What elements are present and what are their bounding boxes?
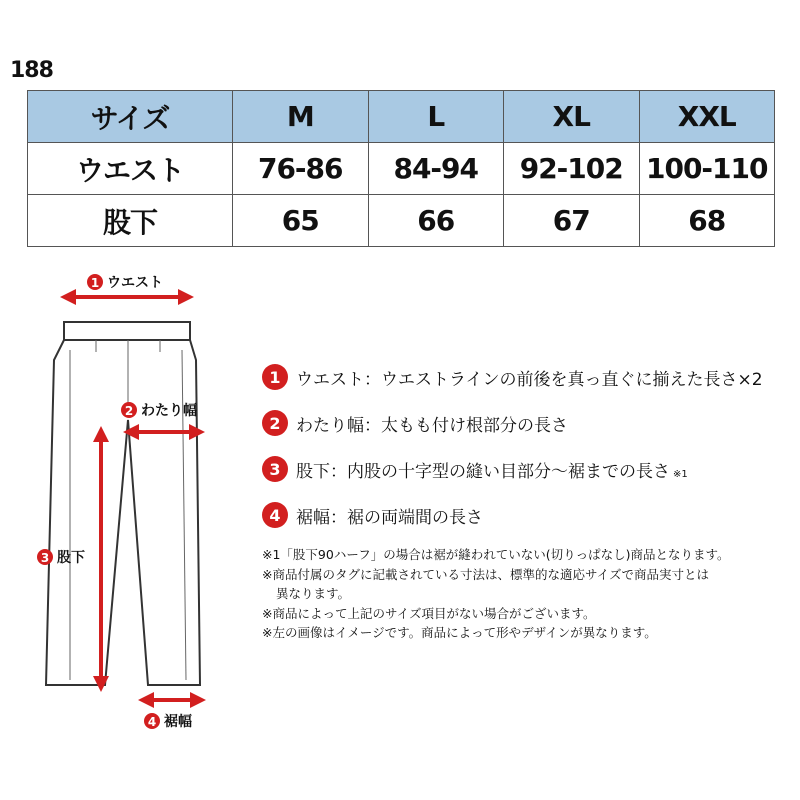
size-table	[27, 90, 775, 247]
note-line: ※左の画像はイメージです。商品によって形やデザインが異なります。	[262, 625, 657, 640]
legend-badge: 2	[262, 410, 288, 436]
size-header-xxl: XXL	[639, 91, 775, 143]
legend-text-main: 裾幅：裾の両端間の長さ	[296, 507, 483, 528]
pants-diagram	[0, 260, 240, 740]
table-cell: 100-110	[639, 143, 775, 195]
table-cell: 92-102	[504, 143, 640, 195]
product-code: 188	[10, 58, 53, 83]
note-line: ※1「股下90ハーフ」の場合は裾が縫われていない(切りっぱなし)商品となります。	[262, 547, 730, 562]
legend-item-thigh	[262, 410, 763, 436]
notes	[262, 545, 729, 643]
note-line: ※商品付属のタグに記載されている寸法は、標準的な適応サイズで商品実寸とは	[262, 566, 709, 582]
table-cell: 67	[504, 195, 640, 247]
table-row-waist	[28, 143, 775, 195]
legend-text	[296, 503, 483, 528]
table-cell: 65	[233, 195, 369, 247]
legend-text-main: わたり幅：太もも付け根部分の長さ	[296, 415, 568, 436]
legend-item-hem	[262, 502, 763, 528]
label-inseam: 股下	[57, 550, 85, 566]
legend-text	[296, 411, 568, 436]
table-cell: 68	[639, 195, 775, 247]
row-label-inseam: 股下	[28, 195, 233, 247]
size-header-xl: XL	[504, 91, 640, 143]
measurement-legend	[262, 364, 763, 548]
note-line: 異なります。	[276, 586, 351, 601]
legend-badge: 1	[262, 364, 288, 390]
size-header-label: サイズ	[28, 91, 233, 143]
table-cell: 66	[368, 195, 504, 247]
row-label-waist: ウエスト	[28, 143, 233, 195]
legend-item-inseam	[262, 456, 763, 482]
label-waist: ウエスト	[107, 275, 163, 291]
label-thigh: わたり幅	[141, 403, 197, 419]
label-hem: 裾幅	[164, 714, 192, 730]
size-header-m: M	[233, 91, 369, 143]
legend-text	[296, 365, 763, 390]
badge-thigh-num: 2	[124, 404, 134, 418]
pants-illustration	[46, 322, 200, 685]
legend-footnote-ref: ※1	[673, 468, 688, 480]
size-table-header-row	[28, 91, 775, 143]
table-row-inseam	[28, 195, 775, 247]
table-cell: 84-94	[368, 143, 504, 195]
table-cell: 76-86	[233, 143, 369, 195]
legend-badge: 3	[262, 456, 288, 482]
legend-text-main: 股下：内股の十字型の縫い目部分～裾までの長さ	[296, 461, 670, 482]
legend-badge: 4	[262, 502, 288, 528]
legend-item-waist	[262, 364, 763, 390]
badge-waist-num: 1	[90, 276, 100, 290]
badge-hem-num: 4	[147, 715, 157, 729]
legend-text-main: ウエスト：ウエストラインの前後を真っ直ぐに揃えた長さ×2	[296, 369, 763, 390]
badge-inseam-num: 3	[40, 551, 50, 565]
size-header-l: L	[368, 91, 504, 143]
legend-text	[296, 457, 688, 482]
note-line: ※商品によって上記のサイズ項目がない場合がございます。	[262, 605, 596, 621]
